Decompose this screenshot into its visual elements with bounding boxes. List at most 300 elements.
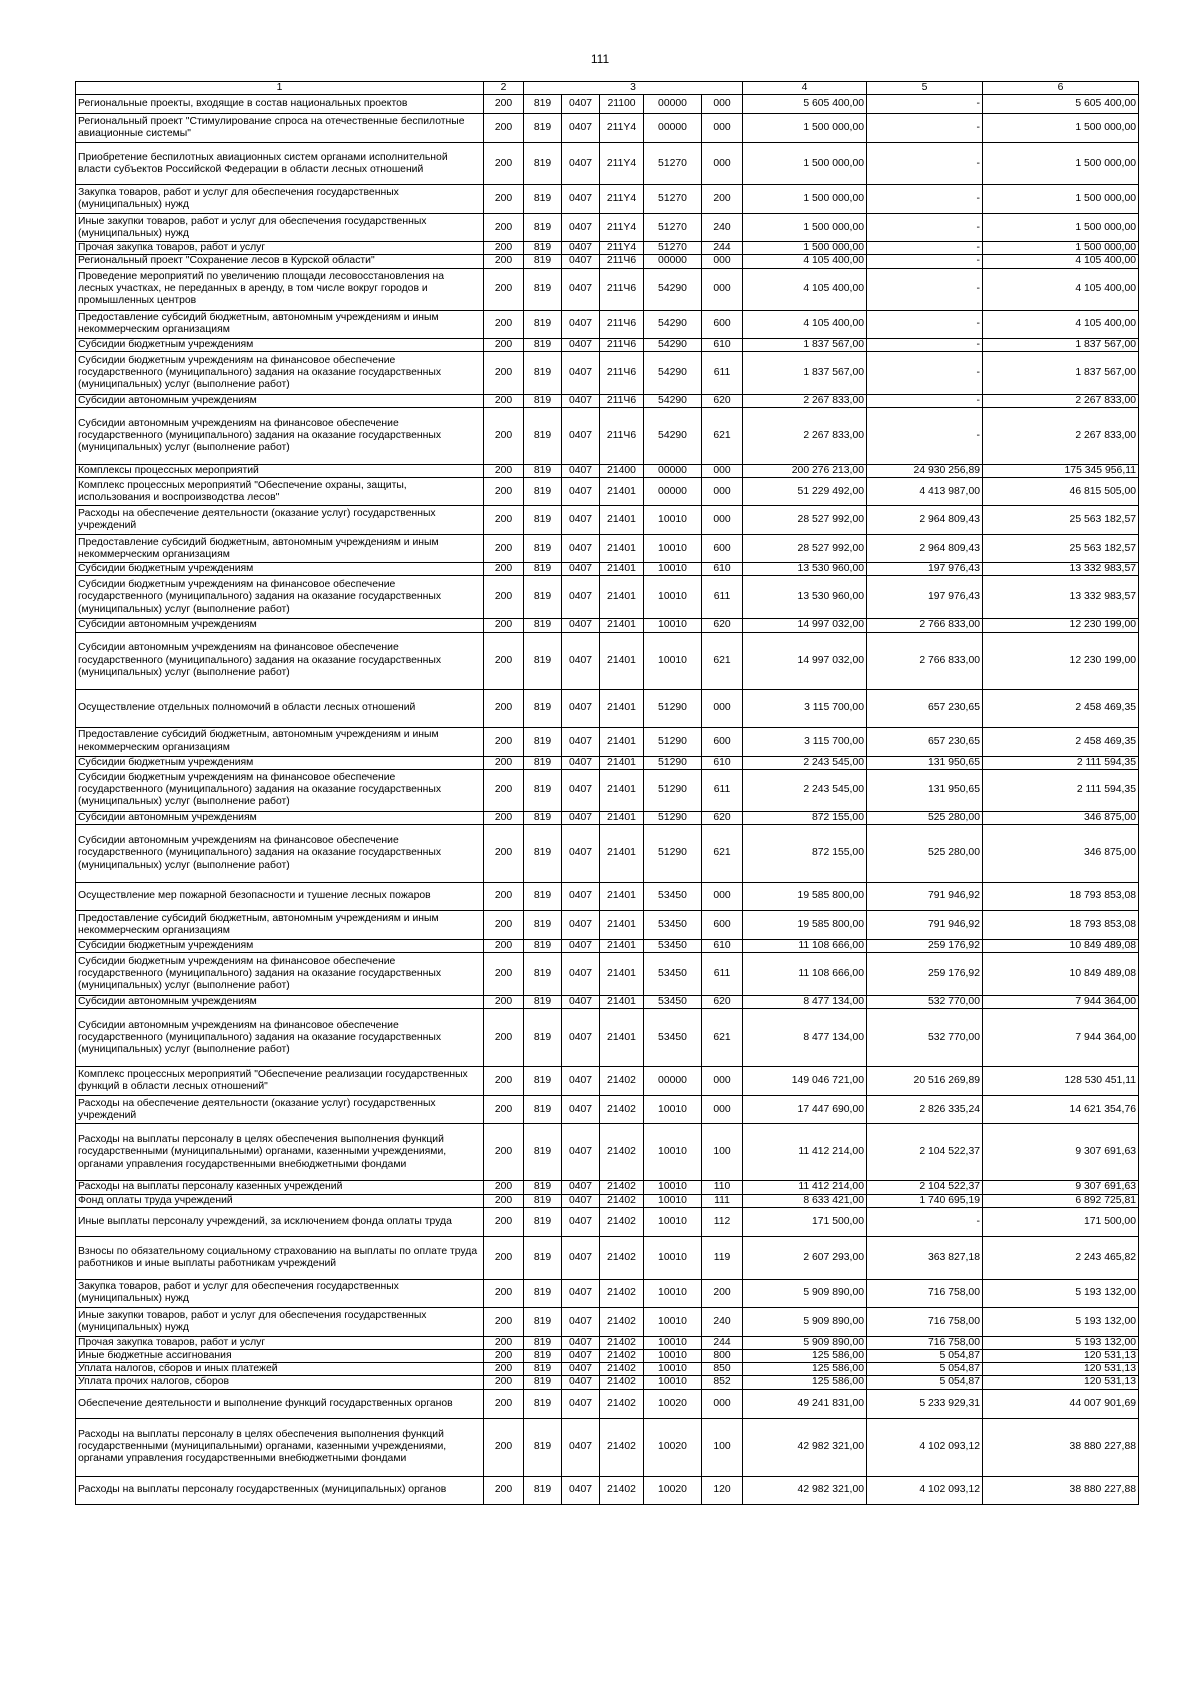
row-name-cell: Иные закупки товаров, работ и услуг для обеспечения государственных (муниципальных) нужд	[76, 214, 484, 242]
row-value5-cell: -	[867, 114, 983, 143]
row-value4-cell: 11 412 214,00	[743, 1181, 867, 1194]
row-value5-cell: -	[867, 95, 983, 114]
row-code-c-cell: 211Ч6	[600, 351, 644, 394]
row-code-a-cell: 819	[524, 883, 562, 911]
row-col2-cell: 200	[484, 1096, 524, 1124]
row-code-e-cell: 621	[702, 632, 743, 689]
row-col2-cell: 200	[484, 394, 524, 407]
row-value4-cell: 8 477 134,00	[743, 996, 867, 1009]
row-code-b-cell: 0407	[562, 185, 600, 214]
table-row	[76, 478, 1139, 506]
row-value5-cell: -	[867, 338, 983, 351]
row-value4-cell: 3 115 700,00	[743, 689, 867, 727]
row-code-d-cell: 54290	[644, 268, 702, 310]
row-value5-cell: 259 176,92	[867, 953, 983, 996]
row-col2-cell: 200	[484, 143, 524, 185]
row-code-d-cell: 10010	[644, 1336, 702, 1349]
row-code-c-cell: 21401	[600, 756, 644, 769]
row-value5-cell: -	[867, 394, 983, 407]
row-code-a-cell: 819	[524, 953, 562, 996]
row-code-d-cell: 51290	[644, 756, 702, 769]
row-code-d-cell: 51270	[644, 214, 702, 242]
row-value5-cell: 532 770,00	[867, 996, 983, 1009]
row-code-c-cell: 21401	[600, 769, 644, 811]
row-code-e-cell: 620	[702, 811, 743, 824]
row-name-cell: Комплекс процессных мероприятий "Обеспечение охраны, защиты, использования и воспроизводства лесов"	[76, 478, 484, 506]
row-code-a-cell: 819	[524, 242, 562, 255]
row-code-d-cell: 51290	[644, 689, 702, 727]
row-code-a-cell: 819	[524, 811, 562, 824]
row-value6-cell: 25 563 182,57	[983, 535, 1139, 563]
row-code-a-cell: 819	[524, 143, 562, 185]
table-row	[76, 756, 1139, 769]
row-code-d-cell: 10010	[644, 1236, 702, 1279]
table-row	[76, 214, 1139, 242]
row-name-cell: Субсидии автономным учреждениям	[76, 394, 484, 407]
row-value5-cell: 4 413 987,00	[867, 478, 983, 506]
row-col2-cell: 200	[484, 255, 524, 268]
row-code-c-cell: 21401	[600, 940, 644, 953]
table-row	[76, 535, 1139, 563]
row-code-c-cell: 21402	[600, 1336, 644, 1349]
row-code-b-cell: 0407	[562, 1363, 600, 1376]
row-code-e-cell: 244	[702, 1336, 743, 1349]
row-value6-cell: 128 530 451,11	[983, 1067, 1139, 1096]
row-code-c-cell: 21401	[600, 535, 644, 563]
header-col-1: 1	[76, 82, 484, 95]
row-code-c-cell: 21401	[600, 619, 644, 632]
row-code-c-cell: 21402	[600, 1307, 644, 1336]
row-col2-cell: 200	[484, 769, 524, 811]
row-code-b-cell: 0407	[562, 1009, 600, 1067]
row-code-a-cell: 819	[524, 563, 562, 576]
row-code-d-cell: 10010	[644, 619, 702, 632]
row-name-cell: Иные бюджетные ассигнования	[76, 1350, 484, 1363]
row-code-d-cell: 53450	[644, 953, 702, 996]
row-value6-cell: 12 230 199,00	[983, 619, 1139, 632]
row-code-c-cell: 211Y4	[600, 214, 644, 242]
row-code-e-cell: 610	[702, 756, 743, 769]
row-value6-cell: 18 793 853,08	[983, 911, 1139, 940]
row-col2-cell: 200	[484, 811, 524, 824]
row-code-a-cell: 819	[524, 310, 562, 338]
row-code-a-cell: 819	[524, 619, 562, 632]
row-value4-cell: 8 477 134,00	[743, 1009, 867, 1067]
row-name-cell: Расходы на обеспечение деятельности (оказание услуг) государственных учреждений	[76, 1096, 484, 1124]
row-code-e-cell: 600	[702, 535, 743, 563]
row-code-b-cell: 0407	[562, 1307, 600, 1336]
row-code-e-cell: 000	[702, 255, 743, 268]
row-code-d-cell: 10010	[644, 1376, 702, 1389]
row-name-cell: Расходы на выплаты персоналу в целях обеспечения выполнения функций государственными (муниципальными) органами, казенными учреждениями, органами управления государственными внебюджетными фондами	[76, 1124, 484, 1181]
table-row	[76, 1067, 1139, 1096]
row-code-e-cell: 240	[702, 214, 743, 242]
row-code-e-cell: 600	[702, 310, 743, 338]
row-value5-cell: -	[867, 310, 983, 338]
row-code-e-cell: 600	[702, 727, 743, 756]
row-name-cell: Проведение мероприятий по увеличению площади лесовосстановления на лесных участках, не переданных в аренду, в том числе вокруг городов и промышленных центров	[76, 268, 484, 310]
row-code-d-cell: 10010	[644, 1096, 702, 1124]
row-code-a-cell: 819	[524, 408, 562, 465]
row-value5-cell: 532 770,00	[867, 1009, 983, 1067]
row-name-cell: Субсидии бюджетным учреждениям на финансовое обеспечение государственного (муниципального) задания на оказание государственных (муниципальных) услуг (выполнение работ)	[76, 576, 484, 619]
row-name-cell: Субсидии автономным учреждениям на финансовое обеспечение государственного (муниципального) задания на оказание государственных (муниципальных) услуг (выполнение работ)	[76, 408, 484, 465]
row-value4-cell: 11 108 666,00	[743, 940, 867, 953]
row-code-b-cell: 0407	[562, 310, 600, 338]
row-code-d-cell: 53450	[644, 883, 702, 911]
table-row	[76, 996, 1139, 1009]
row-code-e-cell: 240	[702, 1307, 743, 1336]
row-code-e-cell: 610	[702, 940, 743, 953]
row-code-c-cell: 21402	[600, 1376, 644, 1389]
row-value6-cell: 2 243 465,82	[983, 1236, 1139, 1279]
row-code-c-cell: 21401	[600, 811, 644, 824]
row-name-cell: Закупка товаров, работ и услуг для обеспечения государственных (муниципальных) нужд	[76, 1279, 484, 1307]
row-code-a-cell: 819	[524, 1181, 562, 1194]
row-code-d-cell: 00000	[644, 478, 702, 506]
table-row	[76, 1389, 1139, 1418]
row-value4-cell: 3 115 700,00	[743, 727, 867, 756]
row-code-c-cell: 21402	[600, 1236, 644, 1279]
row-code-b-cell: 0407	[562, 1181, 600, 1194]
row-code-a-cell: 819	[524, 1207, 562, 1236]
row-code-b-cell: 0407	[562, 769, 600, 811]
table-row	[76, 769, 1139, 811]
row-code-c-cell: 21402	[600, 1124, 644, 1181]
row-value4-cell: 5 909 890,00	[743, 1307, 867, 1336]
row-code-b-cell: 0407	[562, 953, 600, 996]
row-code-b-cell: 0407	[562, 996, 600, 1009]
row-code-d-cell: 10020	[644, 1418, 702, 1476]
row-col2-cell: 200	[484, 1418, 524, 1476]
header-col-4: 4	[743, 82, 867, 95]
header-col-2: 2	[484, 82, 524, 95]
row-code-e-cell: 000	[702, 114, 743, 143]
row-name-cell: Комплексы процессных мероприятий	[76, 465, 484, 478]
row-value4-cell: 1 500 000,00	[743, 143, 867, 185]
row-code-e-cell: 850	[702, 1363, 743, 1376]
row-code-b-cell: 0407	[562, 619, 600, 632]
row-code-a-cell: 819	[524, 727, 562, 756]
row-col2-cell: 200	[484, 1279, 524, 1307]
row-code-c-cell: 21402	[600, 1096, 644, 1124]
row-value4-cell: 1 500 000,00	[743, 114, 867, 143]
row-value5-cell: 197 976,43	[867, 563, 983, 576]
row-code-d-cell: 10010	[644, 1307, 702, 1336]
row-code-a-cell: 819	[524, 632, 562, 689]
row-code-d-cell: 54290	[644, 338, 702, 351]
row-value6-cell: 13 332 983,57	[983, 563, 1139, 576]
row-value6-cell: 1 500 000,00	[983, 143, 1139, 185]
row-code-b-cell: 0407	[562, 394, 600, 407]
row-col2-cell: 200	[484, 351, 524, 394]
row-code-e-cell: 112	[702, 1207, 743, 1236]
row-code-c-cell: 21402	[600, 1350, 644, 1363]
row-code-b-cell: 0407	[562, 1236, 600, 1279]
row-code-c-cell: 211Ч6	[600, 310, 644, 338]
row-code-e-cell: 620	[702, 619, 743, 632]
row-value4-cell: 149 046 721,00	[743, 1067, 867, 1096]
row-code-c-cell: 21401	[600, 1009, 644, 1067]
row-code-c-cell: 211Ч6	[600, 338, 644, 351]
row-code-a-cell: 819	[524, 351, 562, 394]
table-row	[76, 1418, 1139, 1476]
row-col2-cell: 200	[484, 95, 524, 114]
row-code-b-cell: 0407	[562, 1194, 600, 1207]
row-code-e-cell: 200	[702, 1279, 743, 1307]
row-value5-cell: -	[867, 242, 983, 255]
row-col2-cell: 200	[484, 535, 524, 563]
row-name-cell: Иные закупки товаров, работ и услуг для обеспечения государственных (муниципальных) нужд	[76, 1307, 484, 1336]
row-value6-cell: 4 105 400,00	[983, 268, 1139, 310]
row-code-a-cell: 819	[524, 95, 562, 114]
row-code-b-cell: 0407	[562, 1389, 600, 1418]
row-code-d-cell: 53450	[644, 1009, 702, 1067]
row-col2-cell: 200	[484, 911, 524, 940]
row-code-d-cell: 10010	[644, 1124, 702, 1181]
row-code-c-cell: 21401	[600, 883, 644, 911]
row-code-c-cell: 21401	[600, 953, 644, 996]
table-row	[76, 1350, 1139, 1363]
row-code-a-cell: 819	[524, 1363, 562, 1376]
row-code-d-cell: 51290	[644, 769, 702, 811]
row-col2-cell: 200	[484, 689, 524, 727]
row-code-b-cell: 0407	[562, 1376, 600, 1389]
row-value5-cell: 791 946,92	[867, 911, 983, 940]
table-row	[76, 185, 1139, 214]
row-code-e-cell: 100	[702, 1124, 743, 1181]
row-code-c-cell: 211Y4	[600, 185, 644, 214]
row-code-c-cell: 21402	[600, 1389, 644, 1418]
row-col2-cell: 200	[484, 1336, 524, 1349]
row-code-e-cell: 000	[702, 689, 743, 727]
row-code-e-cell: 611	[702, 769, 743, 811]
row-value5-cell: 791 946,92	[867, 883, 983, 911]
header-col-3: 3	[524, 82, 743, 95]
row-value4-cell: 5 909 890,00	[743, 1279, 867, 1307]
row-value4-cell: 1 500 000,00	[743, 242, 867, 255]
row-code-e-cell: 621	[702, 1009, 743, 1067]
row-code-d-cell: 10020	[644, 1389, 702, 1418]
row-code-c-cell: 21401	[600, 825, 644, 883]
row-value5-cell: -	[867, 185, 983, 214]
budget-table	[75, 81, 1139, 1505]
row-value5-cell: -	[867, 214, 983, 242]
row-code-d-cell: 00000	[644, 95, 702, 114]
row-code-d-cell: 54290	[644, 408, 702, 465]
row-code-a-cell: 819	[524, 185, 562, 214]
row-name-cell: Фонд оплаты труда учреждений	[76, 1194, 484, 1207]
row-value5-cell: -	[867, 143, 983, 185]
row-value6-cell: 14 621 354,76	[983, 1096, 1139, 1124]
row-code-c-cell: 21401	[600, 689, 644, 727]
row-value5-cell: 2 766 833,00	[867, 632, 983, 689]
row-name-cell: Расходы на выплаты персоналу государственных (муниципальных) органов	[76, 1476, 484, 1504]
row-value5-cell: 716 758,00	[867, 1307, 983, 1336]
row-code-e-cell: 000	[702, 1096, 743, 1124]
row-code-a-cell: 819	[524, 940, 562, 953]
row-code-b-cell: 0407	[562, 756, 600, 769]
row-value4-cell: 8 633 421,00	[743, 1194, 867, 1207]
row-name-cell: Обеспечение деятельности и выполнение функций государственных органов	[76, 1389, 484, 1418]
row-value6-cell: 5 193 132,00	[983, 1336, 1139, 1349]
table-row	[76, 143, 1139, 185]
row-code-e-cell: 620	[702, 996, 743, 1009]
row-code-a-cell: 819	[524, 1067, 562, 1096]
row-code-c-cell: 21402	[600, 1363, 644, 1376]
row-value4-cell: 200 276 213,00	[743, 465, 867, 478]
row-code-a-cell: 819	[524, 576, 562, 619]
row-code-e-cell: 000	[702, 143, 743, 185]
row-col2-cell: 200	[484, 1307, 524, 1336]
table-row	[76, 114, 1139, 143]
table-row	[76, 1236, 1139, 1279]
row-code-c-cell: 211Ч6	[600, 394, 644, 407]
row-value5-cell: 716 758,00	[867, 1336, 983, 1349]
row-code-b-cell: 0407	[562, 408, 600, 465]
row-code-b-cell: 0407	[562, 114, 600, 143]
row-col2-cell: 200	[484, 953, 524, 996]
row-name-cell: Субсидии автономным учреждениям	[76, 811, 484, 824]
row-value6-cell: 1 837 567,00	[983, 351, 1139, 394]
row-value5-cell: 525 280,00	[867, 811, 983, 824]
row-value5-cell: -	[867, 351, 983, 394]
row-col2-cell: 200	[484, 1350, 524, 1363]
row-code-a-cell: 819	[524, 394, 562, 407]
row-code-a-cell: 819	[524, 214, 562, 242]
row-value6-cell: 5 193 132,00	[983, 1307, 1139, 1336]
row-code-e-cell: 200	[702, 185, 743, 214]
row-code-e-cell: 000	[702, 506, 743, 535]
row-name-cell: Уплата прочих налогов, сборов	[76, 1376, 484, 1389]
row-code-a-cell: 819	[524, 535, 562, 563]
row-col2-cell: 200	[484, 1009, 524, 1067]
row-code-b-cell: 0407	[562, 911, 600, 940]
row-value5-cell: 197 976,43	[867, 576, 983, 619]
row-code-a-cell: 819	[524, 825, 562, 883]
row-code-e-cell: 800	[702, 1350, 743, 1363]
row-code-d-cell: 51270	[644, 143, 702, 185]
row-value4-cell: 5 605 400,00	[743, 95, 867, 114]
row-value4-cell: 14 997 032,00	[743, 632, 867, 689]
row-code-b-cell: 0407	[562, 1476, 600, 1504]
row-code-b-cell: 0407	[562, 689, 600, 727]
row-name-cell: Взносы по обязательному социальному страхованию на выплаты по оплате труда работников и иные выплаты работникам учреждений	[76, 1236, 484, 1279]
row-value4-cell: 51 229 492,00	[743, 478, 867, 506]
row-code-b-cell: 0407	[562, 727, 600, 756]
row-code-d-cell: 51290	[644, 811, 702, 824]
row-value5-cell: 4 102 093,12	[867, 1476, 983, 1504]
row-code-d-cell: 51270	[644, 242, 702, 255]
row-value4-cell: 171 500,00	[743, 1207, 867, 1236]
row-value6-cell: 25 563 182,57	[983, 506, 1139, 535]
table-row	[76, 310, 1139, 338]
row-value6-cell: 9 307 691,63	[983, 1181, 1139, 1194]
row-value6-cell: 4 105 400,00	[983, 255, 1139, 268]
table-row	[76, 1124, 1139, 1181]
row-code-c-cell: 21401	[600, 911, 644, 940]
row-name-cell: Расходы на выплаты персоналу в целях обеспечения выполнения функций государственными (муниципальными) органами, казенными учреждениями, органами управления государственными внебюджетными фондами	[76, 1418, 484, 1476]
row-value5-cell: 2 104 522,37	[867, 1181, 983, 1194]
row-value4-cell: 19 585 800,00	[743, 883, 867, 911]
row-code-b-cell: 0407	[562, 825, 600, 883]
table-row	[76, 408, 1139, 465]
row-value4-cell: 872 155,00	[743, 825, 867, 883]
table-row	[76, 1096, 1139, 1124]
table-row	[76, 619, 1139, 632]
row-code-e-cell: 610	[702, 563, 743, 576]
row-name-cell: Региональный проект "Стимулирование спроса на отечественные беспилотные авиационные системы"	[76, 114, 484, 143]
row-col2-cell: 200	[484, 883, 524, 911]
row-value4-cell: 11 412 214,00	[743, 1124, 867, 1181]
row-code-c-cell: 211Ч6	[600, 255, 644, 268]
row-col2-cell: 200	[484, 1181, 524, 1194]
row-col2-cell: 200	[484, 478, 524, 506]
row-code-e-cell: 000	[702, 465, 743, 478]
row-name-cell: Субсидии бюджетным учреждениям на финансовое обеспечение государственного (муниципального) задания на оказание государственных (муниципальных) услуг (выполнение работ)	[76, 769, 484, 811]
row-code-d-cell: 10010	[644, 632, 702, 689]
row-value4-cell: 1 837 567,00	[743, 351, 867, 394]
row-code-a-cell: 819	[524, 1279, 562, 1307]
row-code-b-cell: 0407	[562, 465, 600, 478]
row-value4-cell: 4 105 400,00	[743, 268, 867, 310]
row-value6-cell: 1 837 567,00	[983, 338, 1139, 351]
row-col2-cell: 200	[484, 563, 524, 576]
row-code-a-cell: 819	[524, 1476, 562, 1504]
row-code-e-cell: 611	[702, 953, 743, 996]
table-row	[76, 953, 1139, 996]
row-value5-cell: 2 964 809,43	[867, 535, 983, 563]
table-row	[76, 1307, 1139, 1336]
row-value6-cell: 12 230 199,00	[983, 632, 1139, 689]
row-name-cell: Субсидии бюджетным учреждениям	[76, 338, 484, 351]
row-col2-cell: 200	[484, 268, 524, 310]
row-code-a-cell: 819	[524, 911, 562, 940]
row-code-b-cell: 0407	[562, 351, 600, 394]
row-code-a-cell: 819	[524, 689, 562, 727]
row-value6-cell: 1 500 000,00	[983, 242, 1139, 255]
row-value5-cell: -	[867, 408, 983, 465]
row-code-d-cell: 00000	[644, 465, 702, 478]
row-value5-cell: 2 104 522,37	[867, 1124, 983, 1181]
table-row	[76, 351, 1139, 394]
table-row	[76, 506, 1139, 535]
row-code-c-cell: 21100	[600, 95, 644, 114]
row-value4-cell: 49 241 831,00	[743, 1389, 867, 1418]
row-value5-cell: 5 054,87	[867, 1376, 983, 1389]
row-col2-cell: 200	[484, 1389, 524, 1418]
row-code-b-cell: 0407	[562, 576, 600, 619]
row-value6-cell: 171 500,00	[983, 1207, 1139, 1236]
row-col2-cell: 200	[484, 114, 524, 143]
row-code-e-cell: 621	[702, 408, 743, 465]
row-value4-cell: 1 500 000,00	[743, 214, 867, 242]
row-value4-cell: 19 585 800,00	[743, 911, 867, 940]
row-value5-cell: 2 964 809,43	[867, 506, 983, 535]
row-code-e-cell: 000	[702, 1389, 743, 1418]
header-row	[76, 82, 1139, 95]
row-value4-cell: 2 267 833,00	[743, 408, 867, 465]
row-code-e-cell: 620	[702, 394, 743, 407]
row-code-b-cell: 0407	[562, 1067, 600, 1096]
row-code-d-cell: 10010	[644, 1194, 702, 1207]
row-code-b-cell: 0407	[562, 242, 600, 255]
row-value5-cell: 657 230,65	[867, 689, 983, 727]
row-value6-cell: 6 892 725,81	[983, 1194, 1139, 1207]
row-code-d-cell: 10010	[644, 1363, 702, 1376]
row-code-e-cell: 621	[702, 825, 743, 883]
row-code-c-cell: 21401	[600, 727, 644, 756]
